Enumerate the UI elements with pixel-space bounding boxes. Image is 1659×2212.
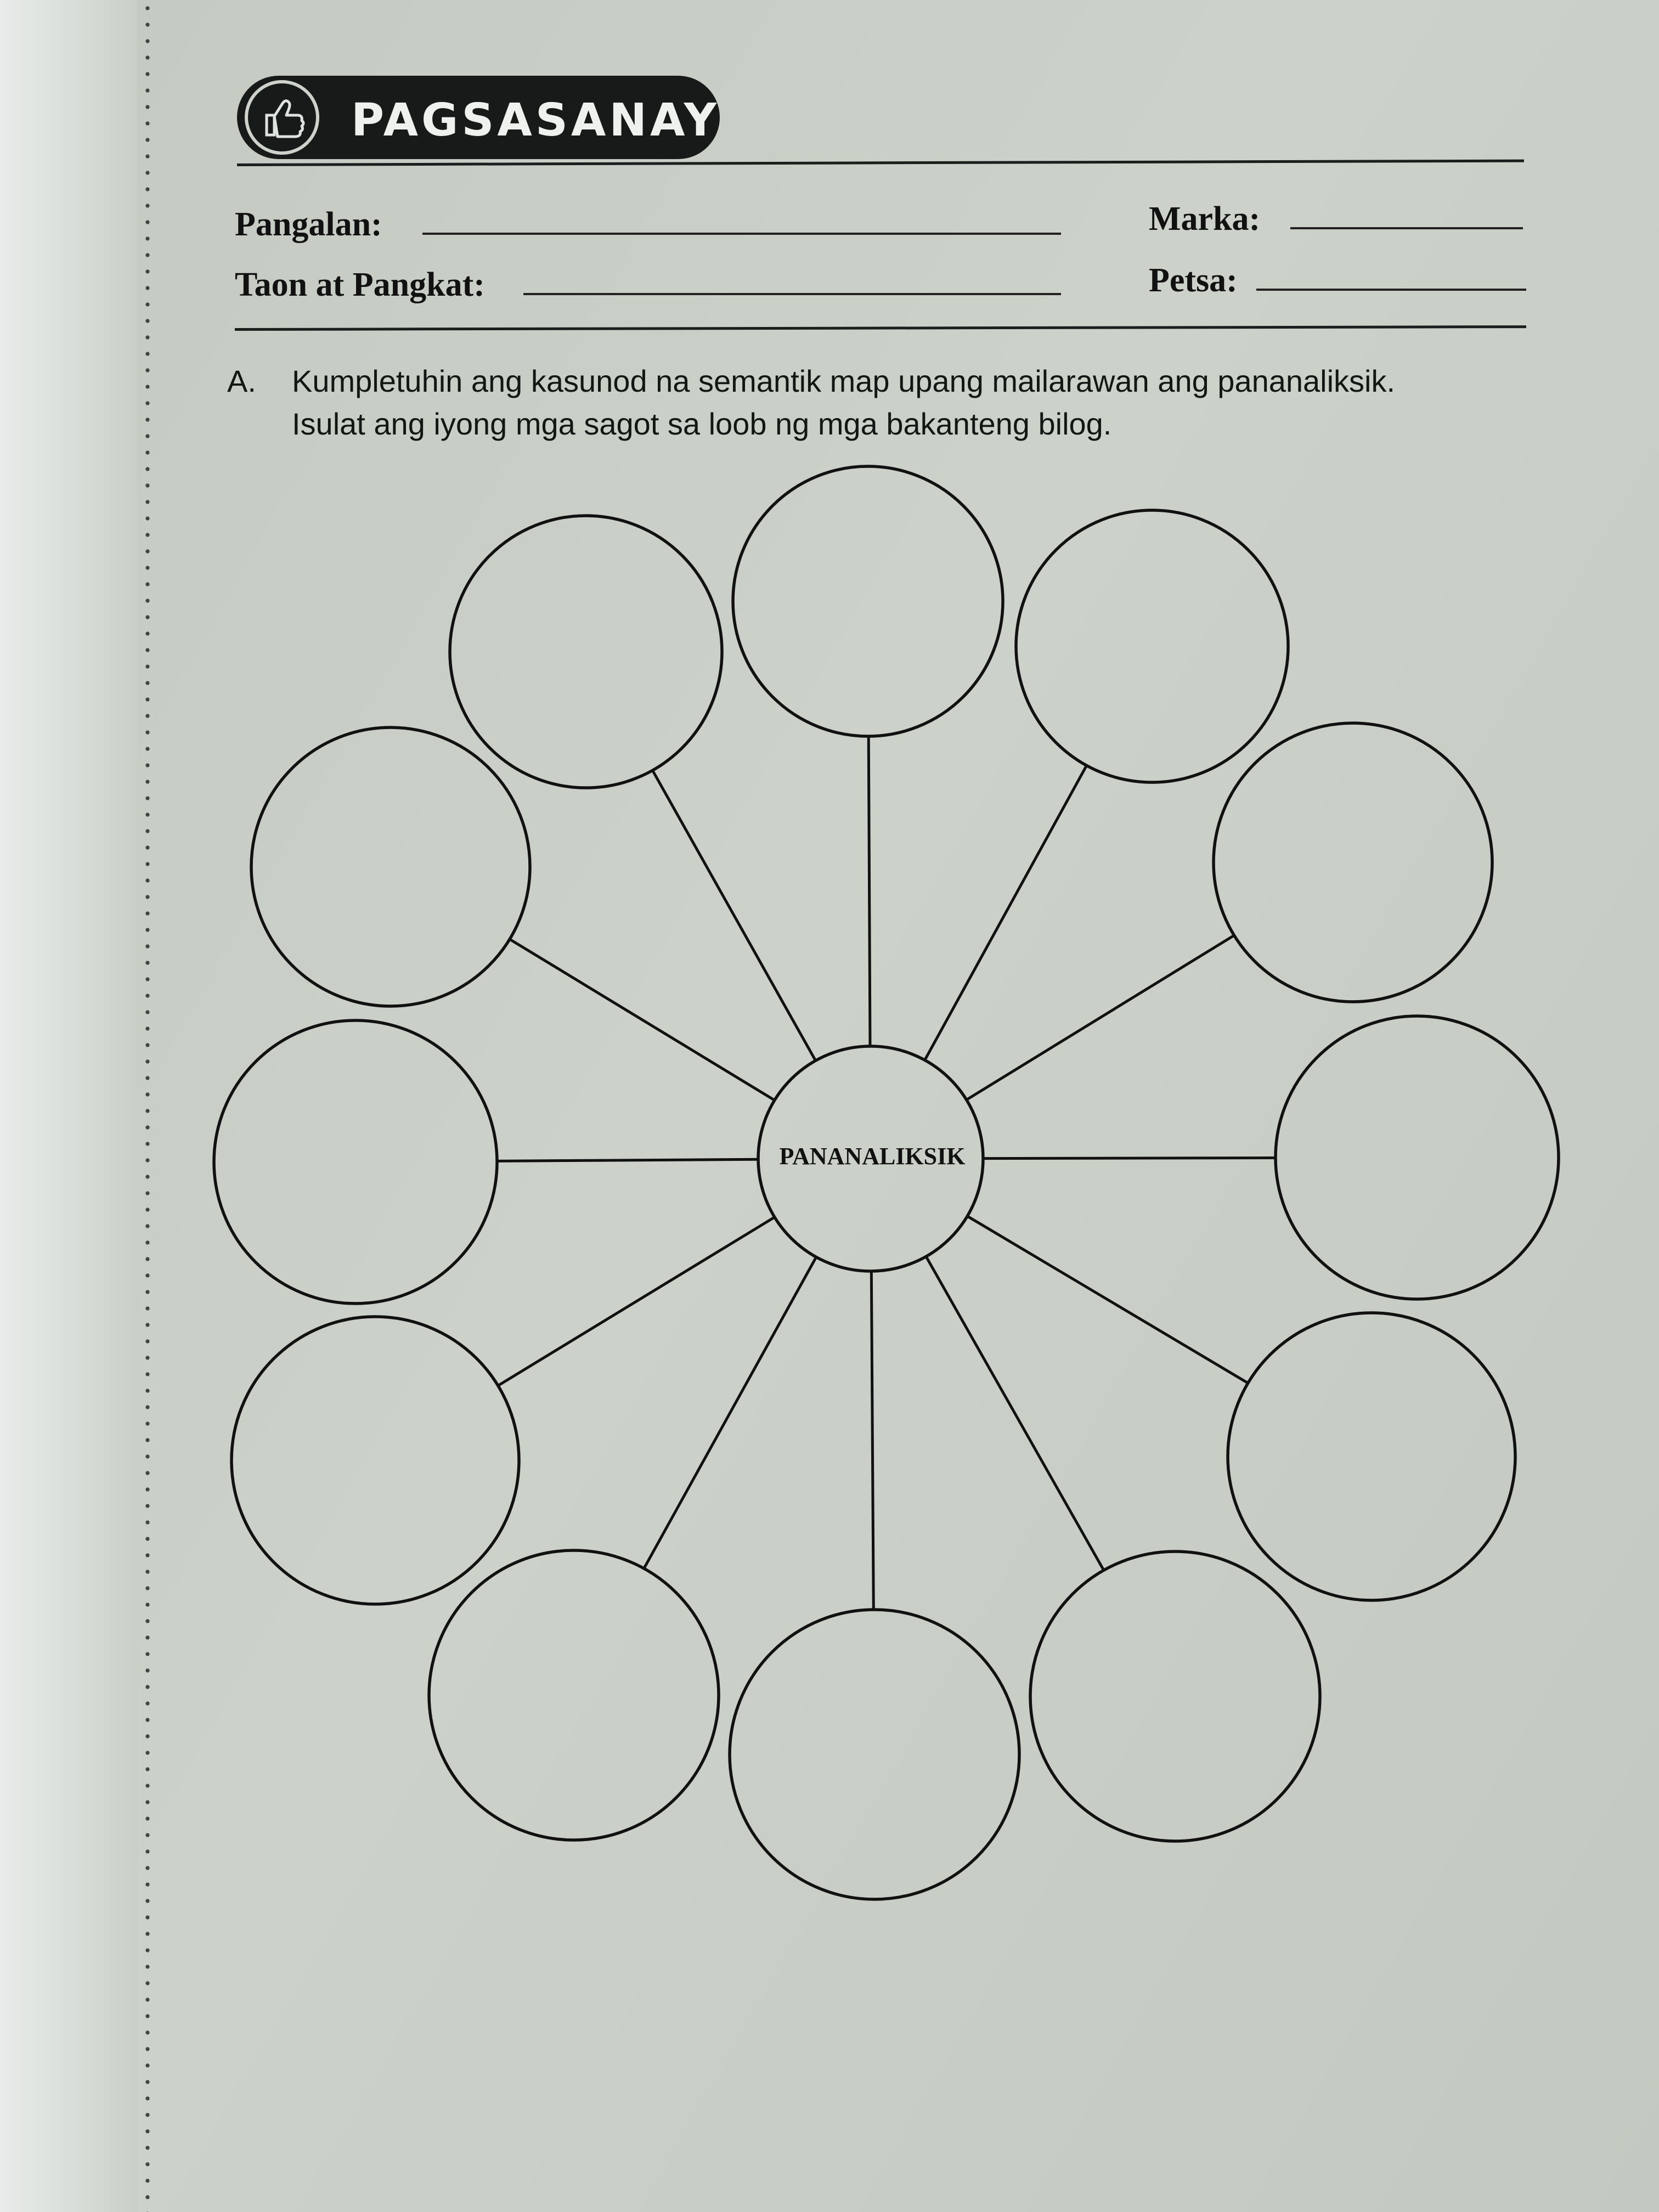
answer-circle-10[interactable] bbox=[214, 1020, 497, 1304]
section-title: PAGSASANAY bbox=[351, 94, 720, 146]
instruction-line-1: Kumpletuhin ang kasunod na semantik map upang mailarawan ang pananaliksik. bbox=[292, 364, 1396, 398]
answer-circle-6[interactable] bbox=[1030, 1551, 1320, 1841]
connector-line-1 bbox=[868, 736, 870, 1046]
connector-line-2 bbox=[925, 765, 1087, 1060]
connector-line-5 bbox=[967, 1216, 1248, 1383]
date-label: Petsa: bbox=[1149, 262, 1238, 299]
answer-circle-12[interactable] bbox=[450, 516, 722, 788]
answer-circle-7[interactable] bbox=[730, 1610, 1019, 1899]
connector-line-3 bbox=[967, 935, 1234, 1100]
score-label: Marka: bbox=[1149, 200, 1261, 238]
answer-circle-8[interactable] bbox=[429, 1550, 719, 1840]
instruction-line-2: Isulat ang iyong mga sagot sa loob ng mga bakanteng bilog. bbox=[292, 407, 1112, 441]
connector-line-11 bbox=[510, 939, 775, 1101]
connector-line-9 bbox=[498, 1217, 775, 1386]
connector-line-10 bbox=[497, 1159, 758, 1161]
connector-line-7 bbox=[871, 1271, 873, 1610]
item-letter: A. bbox=[227, 364, 256, 398]
answer-circle-5[interactable] bbox=[1228, 1313, 1515, 1600]
answer-circle-2[interactable] bbox=[1016, 510, 1288, 782]
answer-circle-4[interactable] bbox=[1276, 1016, 1559, 1299]
answer-circle-11[interactable] bbox=[251, 727, 530, 1006]
connector-line-12 bbox=[652, 770, 815, 1060]
grade-section-label: Taon at Pangkat: bbox=[235, 266, 485, 303]
name-label: Pangalan: bbox=[235, 206, 382, 243]
answer-circle-1[interactable] bbox=[733, 466, 1003, 736]
connector-line-6 bbox=[926, 1256, 1104, 1570]
connector-line-4 bbox=[983, 1158, 1276, 1159]
connector-line-8 bbox=[644, 1257, 816, 1568]
center-label: PANANALIKSIK bbox=[779, 1143, 966, 1170]
answer-circle-3[interactable] bbox=[1214, 723, 1492, 1002]
answer-circle-9[interactable] bbox=[232, 1317, 519, 1604]
